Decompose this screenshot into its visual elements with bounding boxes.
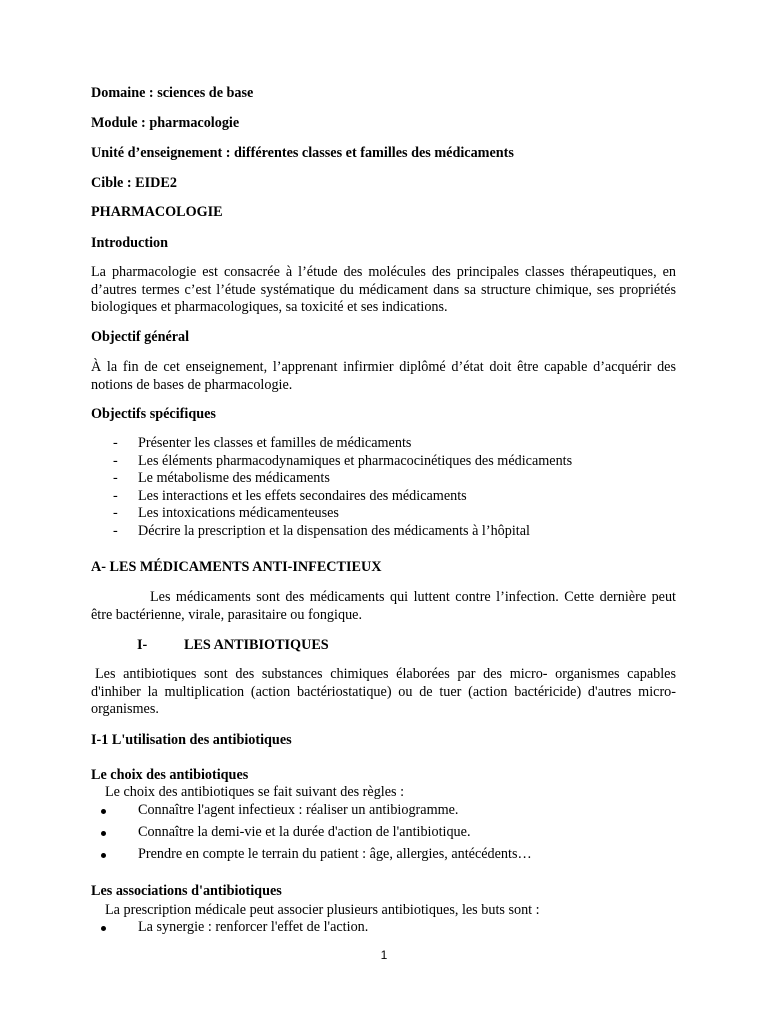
module-line: Module : pharmacologie (91, 115, 240, 131)
choix-heading: Le choix des antibiotiques (91, 767, 249, 783)
list-item: - Les intoxications médicamenteuses (113, 505, 339, 522)
choix-intro: Le choix des antibiotiques se fait suivant des règles : (105, 784, 405, 800)
bullet-icon (101, 853, 106, 858)
objectifs-specifiques-list (113, 435, 572, 541)
section-i-heading: LES ANTIBIOTIQUES (184, 637, 329, 653)
list-item: - Les éléments pharmacodynamiques et pharmacocinétiques des médicaments (113, 452, 573, 469)
associations-intro: La prescription médicale peut associer plusieurs antibiotiques, les buts sont : (105, 902, 540, 918)
section-i-number: I- (137, 637, 148, 653)
dash-marker: - (113, 487, 118, 504)
section-i-paragraph: Les antibiotiques sont des substances chimiques élaborées par des micro- organismes capables d'inhiber la multiplication (action bactériostatique) ou de tuer (action bactéricide) d'autres micro-organismes. (91, 666, 676, 717)
associations-heading: Les associations d'antibiotiques (91, 883, 282, 899)
list-item: - Les interactions et les effets secondaires des médicaments (113, 487, 467, 504)
objectif-general-heading: Objectif général (91, 329, 190, 345)
domaine-line: Domaine : sciences de base (91, 85, 254, 101)
introduction-paragraph: La pharmacologie est consacrée à l’étude des molécules des principales classes thérapeutiques, en d’autres termes c’est l’étude systématique du médicament dans sa structure chimique, ses propriétés biologiques et pharmacologiques, sa toxicité et ses indications. (91, 264, 676, 315)
dash-marker: - (113, 522, 118, 539)
objectif-general-paragraph: À la fin de cet enseignement, l’apprenant infirmier diplômé d’état doit être capable d’acquérir des notions de bases de pharmacologie. (91, 359, 676, 393)
introduction-heading: Introduction (91, 235, 168, 251)
document-page: Domaine : sciences de base Module : pharmacologie Unité d’enseignement : différentes classes et familles des médicaments Cible : EIDE2 PHARMACOLOGIE Introduction La pharmacologie est consacrée à l’étude des molécules des principales classes thérapeutiques, en d’autres termes c’est l’étude systématique du médicament dans sa structure chimique, ses propriétés biologiques et pharmacologiques, sa toxicité et ses indications. Objectif général À la fin de cet enseignement, l’apprenant infirmier diplômé d’état doit être capable d’acquérir des notions de bases de pharmacologie. Objectifs spécifiques - Présenter les classes et familles de médicaments - Les éléments pharmacodynamiques et pharmacocinétiques des médicaments - Le métabolisme des médicaments - Les interactions et les effets secondaires des médicaments - Les intoxications médicamenteuses - Décrire la prescription et la dispensation des médicaments à l’hôpital A- LES MÉDICAMENTS ANTI-INFECTIEUX Les médicaments sont des médicaments qui luttent contre l’infection. Cette dernière peut être bactérienne, virale, parasitaire ou fongique. I- LES ANTIBIOTIQUES Les antibiotiques sont des substances chimiques élaborées par des micro- organismes capables d'inhiber la multiplication (action bactériostatique) ou de tuer (action bactéricide) d'autres micro-organismes. I-1 L'utilisation des antibiotiques Le choix des antibiotiques Le choix des antibiotiques se fait suivant des règles : Connaître l'agent infectieux : réaliser un antibiogramme. Connaître la demi-vie et la durée d'action de l'antibiotique. Prendre en compte le terrain du patient : âge, allergies, antécédents… Les associations d'antibiotiques La prescription médicale peut associer plusieurs antibiotiques, les buts sont : La synergie : renforcer l'effet de l'action. 1 (0, 0, 768, 1024)
list-item: - Le métabolisme des médicaments (113, 470, 330, 487)
page-number: 1 (380, 948, 388, 962)
page-title: PHARMACOLOGIE (91, 204, 223, 220)
bullet-icon (101, 809, 106, 814)
objectifs-specifiques-heading: Objectifs spécifiques (91, 406, 216, 422)
dash-marker: - (113, 452, 118, 469)
bullet-icon (101, 831, 106, 836)
list-item: - Présenter les classes et familles de médicaments (113, 435, 412, 451)
unite-line: Unité d’enseignement : différentes classes et familles des médicaments (91, 145, 514, 161)
list-item: - Décrire la prescription et la dispensation des médicaments à l’hôpital (113, 522, 530, 539)
cible-line: Cible : EIDE2 (91, 175, 177, 191)
bullet-icon (101, 926, 106, 931)
dash-marker: - (113, 435, 118, 451)
dash-marker: - (113, 505, 118, 522)
section-i1-heading: I-1 L'utilisation des antibiotiques (91, 732, 292, 748)
dash-marker: - (113, 470, 118, 487)
section-a-paragraph: Les médicaments sont des médicaments qui luttent contre l’infection. Cette dernière peut être bactérienne, virale, parasitaire ou fongique. (91, 589, 676, 623)
section-a-heading: A- LES MÉDICAMENTS ANTI-INFECTIEUX (91, 559, 382, 575)
